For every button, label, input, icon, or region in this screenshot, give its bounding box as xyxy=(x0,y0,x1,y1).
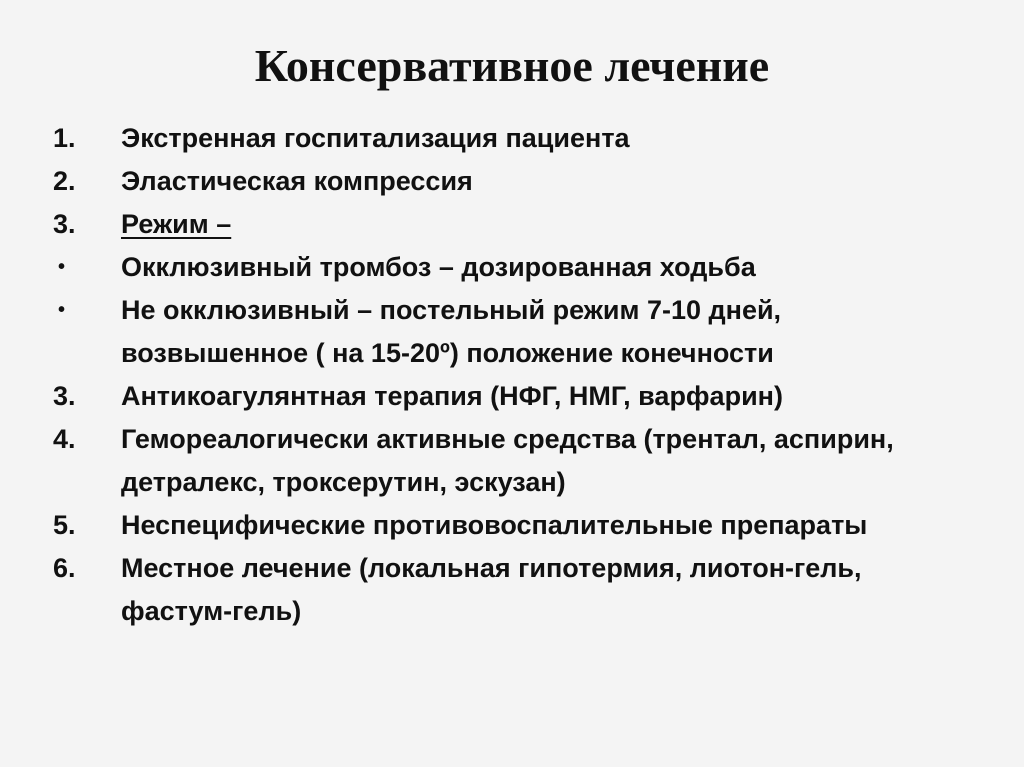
list-item xyxy=(0,289,1024,375)
list-item xyxy=(0,246,1024,289)
list-item xyxy=(0,117,1024,160)
list-number: 6. xyxy=(53,553,76,583)
list-number: 3. xyxy=(53,209,76,239)
list-item xyxy=(0,547,1024,633)
list-item xyxy=(0,375,1024,418)
list-item-text: Не окклюзивный – постельный режим 7-10 дней, возвышенное ( на 15-20º) положение конечности xyxy=(121,295,782,368)
bullet-icon: • xyxy=(58,299,66,321)
list-item-text: Окклюзивный тромбоз – дозированная ходьба xyxy=(121,252,756,282)
slide-title: Консервативное лечение xyxy=(254,40,770,91)
list-item-text: Эластическая компрессия xyxy=(121,166,473,196)
list-number: 5. xyxy=(53,510,76,540)
list-item-text: Режим – xyxy=(121,209,232,239)
list-number: 2. xyxy=(53,166,76,196)
treatment-list xyxy=(0,117,1024,633)
list-item-text: Местное лечение (локальная гипотермия, лиотон-гель, фастум-гель) xyxy=(121,553,862,626)
list-item-text: Неспецифические противовоспалительные препараты xyxy=(121,510,868,540)
list-item xyxy=(0,160,1024,203)
list-number: 1. xyxy=(53,123,76,153)
list-item-text: Экстренная госпитализация пациента xyxy=(121,123,630,153)
list-item xyxy=(0,504,1024,547)
list-item xyxy=(0,418,1024,504)
list-item-text: Антикоагулянтная терапия (НФГ, НМГ, варфарин) xyxy=(121,381,783,411)
bullet-icon: • xyxy=(58,256,66,278)
list-item-text: Гемореалогически активные средства (трентал, аспирин, детралекс, троксерутин, эскузан) xyxy=(121,424,894,497)
list-item xyxy=(0,203,1024,246)
list-number: 3. xyxy=(53,381,76,411)
list-number: 4. xyxy=(53,424,76,454)
